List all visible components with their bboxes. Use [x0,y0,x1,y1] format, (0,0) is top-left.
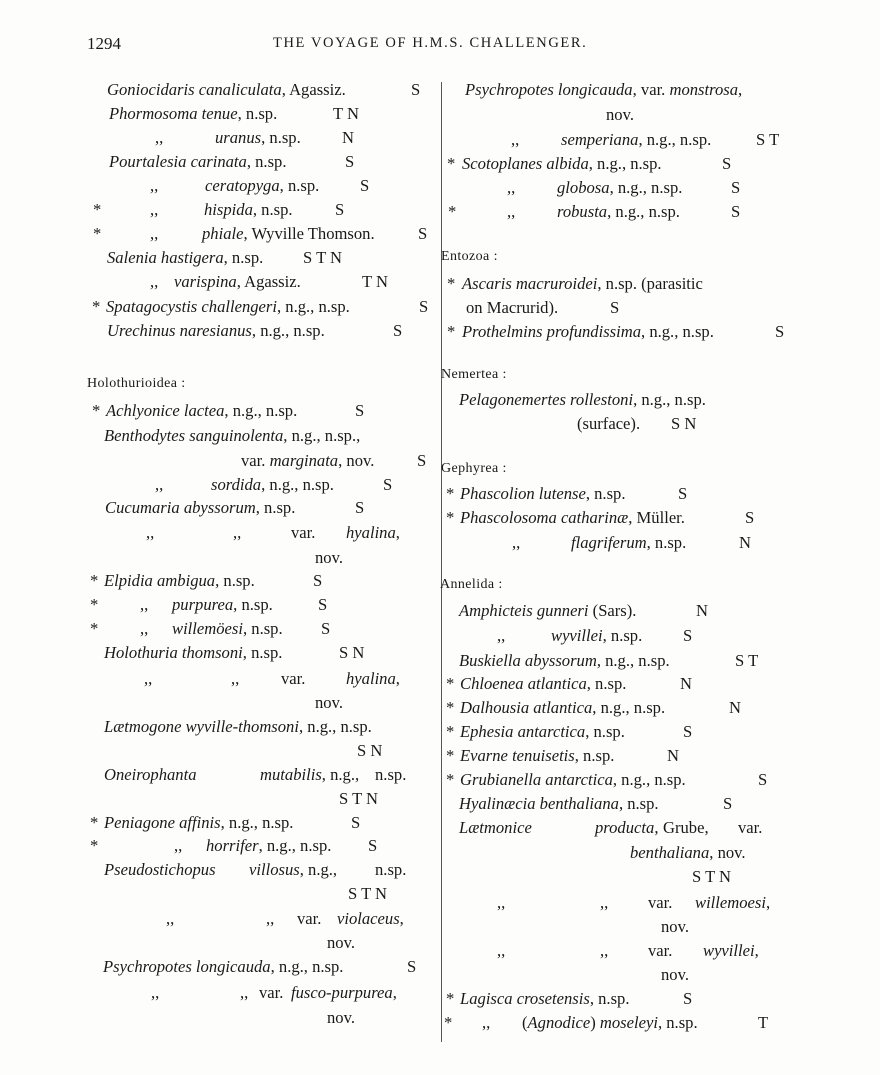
station-codes: S [610,298,620,317]
species-entry: Benthodytes sanguinolenta, n.g., n.sp., [104,426,361,445]
species-entry: robusta, n.g., n.sp. [557,202,680,221]
species-entry: Prothelmins profundissima, n.g., n.sp. [462,322,714,341]
asterisk-marker: * [90,836,99,855]
ditto-mark: ,, [155,128,164,147]
variety-line: var. [648,941,673,960]
ditto-mark: ,, [150,200,159,219]
station-codes: S [383,475,393,494]
ditto-mark: ,, [507,202,516,221]
station-codes: S [722,154,732,173]
asterisk-marker: * [446,722,455,741]
ditto-mark: ,, [140,595,149,614]
variety-name: wyvillei, [703,941,759,960]
asterisk-marker: * [90,571,99,590]
variety-nov: nov. [661,965,689,984]
asterisk-marker: * [446,484,455,503]
species-entry: ceratopyga, n.sp. [205,176,320,195]
ditto-mark: ,, [150,272,159,291]
ditto-mark: ,, [497,893,506,912]
station-codes: N [739,533,751,552]
species-entry: Chloenea atlantica, n.sp. [460,674,627,693]
species-entry: semperiana, n.g., n.sp. [561,130,712,149]
station-codes: N [696,601,708,620]
station-codes: S [683,722,693,741]
species-entry: Goniocidaris canaliculata, Agassiz. [107,80,346,99]
asterisk-marker: * [92,401,101,420]
asterisk-marker: * [90,595,99,614]
species-entry: Pourtalesia carinata, n.sp. [109,152,287,171]
section-heading-gephyrea: Gephyrea : [441,461,507,476]
species-entry: Achlyonice lactea, n.g., n.sp. [106,401,298,420]
station-codes: S [418,224,428,243]
station-codes: S [683,989,693,1008]
variety-line: var. [648,893,673,912]
variety-nov: nov. [315,548,343,567]
station-codes: S [758,770,768,789]
ditto-mark: ,, [140,619,149,638]
ditto-mark: ,, [150,176,159,195]
station-codes: T [758,1013,769,1032]
asterisk-marker: * [446,508,455,527]
station-codes: S [678,484,688,503]
station-codes: S [393,321,403,340]
species-entry: Elpidia ambigua, n.sp. [104,571,255,590]
variety-name: fusco-purpurea, [291,983,397,1002]
section-heading-holothurioidea: Holothurioidea : [87,376,186,391]
asterisk-marker: * [90,619,99,638]
station-codes: N [729,698,741,717]
ditto-mark: ,, [497,941,506,960]
species-entry: n.sp. [375,765,407,784]
species-entry: Lætmogone wyville-thomsoni, n.g., n.sp. [104,717,372,736]
ditto-mark: ,, [144,669,153,688]
asterisk-marker: * [447,154,456,173]
station-codes: N [342,128,354,147]
asterisk-marker: * [447,322,456,341]
variety-line: var. [281,669,306,688]
species-entry: Pseudostichopus [104,860,216,879]
species-entry: producta, [595,818,659,837]
species-entry: Lætmonice [459,818,532,837]
station-codes: S N [339,643,365,662]
asterisk-marker: * [446,770,455,789]
station-codes: S [345,152,355,171]
running-head: THE VOYAGE OF H.M.S. CHALLENGER. [273,35,588,51]
variety-name: hyalina, [346,523,400,542]
variety-line: var. marginata, nov. [241,451,375,470]
asterisk-marker: * [448,202,457,221]
species-entry: Hyalinæcia benthaliana, n.sp. [459,794,659,813]
ditto-mark: ,, [600,941,609,960]
station-codes: S [313,571,323,590]
ditto-mark: ,, [497,626,506,645]
species-entry: Spatagocystis challengeri, n.g., n.sp. [106,297,350,316]
species-entry: flagriferum, n.sp. [571,533,687,552]
station-codes: S [351,813,361,832]
species-entry: willemöesi, n.sp. [172,619,283,638]
station-codes: S [321,619,331,638]
variety-name: willemoesi, [695,893,771,912]
ditto-mark: ,, [266,909,275,928]
species-entry: hispida, n.sp. [204,200,293,219]
species-entry: horrifer, n.g., n.sp. [206,836,332,855]
species-entry: Scotoplanes albida, n.g., n.sp. [462,154,662,173]
column-divider [441,82,442,1042]
species-entry-continued: (surface). [577,414,641,433]
variety-line: var. [259,983,284,1002]
station-codes: S [360,176,370,195]
station-codes: S [731,178,741,197]
ditto-mark: ,, [512,533,521,552]
station-codes: S T [735,651,759,670]
station-codes: S [723,794,733,813]
station-codes: N [680,674,692,693]
station-codes: S T [756,130,780,149]
ditto-mark: ,, [240,983,249,1002]
asterisk-marker: * [446,698,455,717]
species-entry: Salenia hastigera, n.sp. [107,248,264,267]
species-entry: Oneirophanta [104,765,197,784]
species-entry: uranus, n.sp. [215,128,301,147]
ditto-mark: ,, [233,523,242,542]
station-codes: S [411,80,421,99]
station-codes: S N [671,414,697,433]
asterisk-marker: * [444,1013,453,1032]
station-codes: S [355,498,365,517]
station-codes: S [407,957,417,976]
ditto-mark: ,, [155,475,164,494]
variety-nov: nov. [606,105,634,124]
species-entry: Phormosoma tenue, n.sp. [109,104,278,123]
station-codes: N [667,746,679,765]
variety-nov: nov. [327,1008,355,1027]
species-entry-continued: on Macrurid). [466,298,559,317]
page-number: 1294 [87,34,121,53]
species-entry: phiale, Wyville Thomson. [202,224,375,243]
species-entry: Amphicteis gunneri (Sars). [459,601,637,620]
ditto-mark: ,, [166,909,175,928]
species-entry: globosa, n.g., n.sp. [557,178,683,197]
station-codes: T N [333,104,359,123]
station-codes: S [683,626,693,645]
station-codes: S [417,451,427,470]
station-codes: S [355,401,365,420]
species-entry: wyvillei, n.sp. [551,626,643,645]
variety-name: violaceus, [337,909,404,928]
station-codes: S T N [339,789,379,808]
variety-nov: nov. [327,933,355,952]
species-entry: Pelagonemertes rollestoni, n.g., n.sp. [459,390,706,409]
species-entry: Psychropotes longicauda, n.g., n.sp. [103,957,344,976]
species-entry: Evarne tenuisetis, n.sp. [460,746,615,765]
asterisk-marker: * [446,674,455,693]
asterisk-marker: * [93,200,102,219]
species-entry: Psychropotes longicauda, var. monstrosa, [465,80,743,99]
species-entry: Grubianella antarctica, n.g., n.sp. [460,770,686,789]
ditto-mark: ,, [511,130,520,149]
species-entry: villosus, n.g., [249,860,338,879]
ditto-mark: ,, [174,836,183,855]
species-entry: Peniagone affinis, n.g., n.sp. [104,813,294,832]
ditto-mark: ,, [482,1013,491,1032]
ditto-mark: ,, [150,224,159,243]
species-entry: mutabilis, n.g., [260,765,360,784]
variety-nov: nov. [315,693,343,712]
species-entry: Urechinus naresianus, n.g., n.sp. [107,321,325,340]
species-entry: Ascaris macruroidei, n.sp. (parasitic [462,274,703,293]
section-heading-entozoa: Entozoa : [441,249,498,264]
asterisk-marker: * [92,297,101,316]
species-entry: Phascolion lutense, n.sp. [460,484,626,503]
species-entry: varispina, Agassiz. [174,272,301,291]
ditto-mark: ,, [151,983,160,1002]
species-entry: var. [738,818,763,837]
station-codes: S [318,595,328,614]
ditto-mark: ,, [231,669,240,688]
variety-name: hyalina, [346,669,400,688]
species-entry: Holothuria thomsoni, n.sp. [104,643,283,662]
variety-line: var. [291,523,316,542]
species-entry: Lagisca crosetensis, n.sp. [460,989,630,1008]
station-codes: T N [362,272,388,291]
species-entry: sordida, n.g., n.sp. [211,475,334,494]
station-codes: S T N [348,884,388,903]
station-codes: S [745,508,755,527]
species-entry: Dalhousia atlantica, n.g., n.sp. [460,698,666,717]
section-heading-nemertea: Nemertea : [441,367,507,382]
ditto-mark: ,, [600,893,609,912]
variety-name: benthaliana, nov. [630,843,746,862]
species-entry: purpurea, n.sp. [172,595,273,614]
ditto-mark: ,, [146,523,155,542]
asterisk-marker: * [446,746,455,765]
ditto-mark: ,, [507,178,516,197]
station-codes: S [775,322,785,341]
station-codes: S T N [303,248,343,267]
section-heading-annelida: Annelida : [440,577,503,592]
asterisk-marker: * [447,274,456,293]
station-codes: S [335,200,345,219]
station-codes: S [731,202,741,221]
species-entry: Ephesia antarctica, n.sp. [460,722,625,741]
station-codes: S T N [692,867,732,886]
asterisk-marker: * [446,989,455,1008]
species-entry: Buskiella abyssorum, n.g., n.sp. [459,651,670,670]
station-codes: S [419,297,429,316]
variety-line: var. [297,909,322,928]
asterisk-marker: * [93,224,102,243]
species-entry: Cucumaria abyssorum, n.sp. [105,498,296,517]
species-entry: Grube, [663,818,709,837]
variety-nov: nov. [661,917,689,936]
species-entry: (Agnodice) moseleyi, n.sp. [522,1013,698,1032]
species-entry: n.sp. [375,860,407,879]
station-codes: S [368,836,378,855]
asterisk-marker: * [90,813,99,832]
station-codes: S N [357,741,383,760]
species-entry: Phascolosoma catharinæ, Müller. [460,508,685,527]
